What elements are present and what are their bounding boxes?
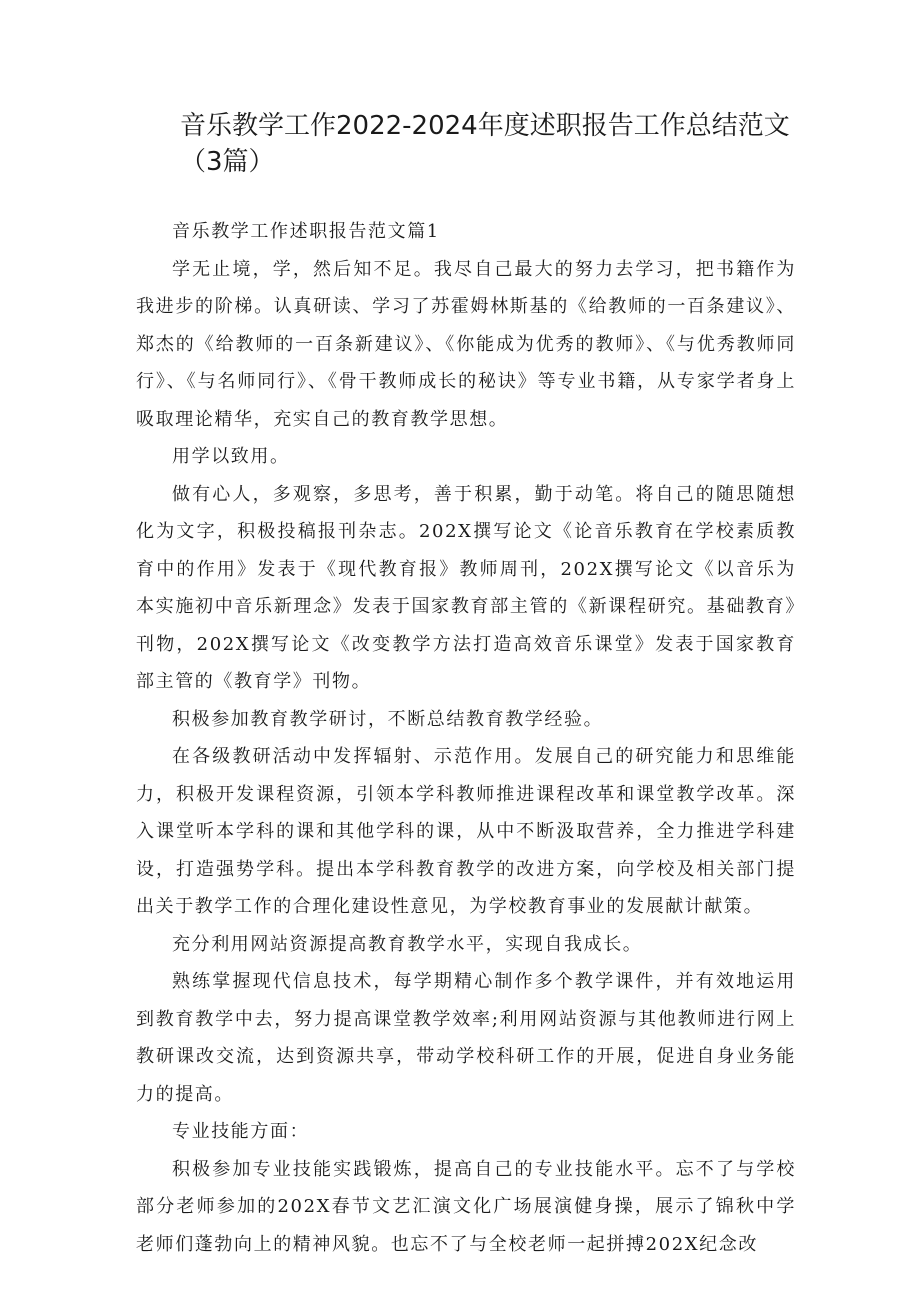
paragraph: 学无止境，学，然后知不足。我尽自己最大的努力去学习，把书籍作为我进步的阶梯。认真研读、学习了苏霍姆林斯基的《给教师的一百条建议》、郑杰的《给教师的一百条新建议》、《你能成为优秀的教师》、《与优秀教师同行》、《与名师同行》、《骨干教师成长的秘诀》等专业书籍，从专家学者身上吸取理论精华，充实自己的教育教学思想。 xyxy=(136,258,796,430)
paragraph: 专业技能方面： xyxy=(172,1121,310,1142)
paragraph: 积极参加教育教学研讨，不断总结教育教学经验。 xyxy=(172,708,604,730)
document-body xyxy=(136,213,796,1263)
paragraph: 充分利用网站资源提高教育教学水平，实现自我成长。 xyxy=(172,933,643,955)
paragraph: 在各级教研活动中发挥辐射、示范作用。发展自己的研究能力和思维能力，积极开发课程资源，引领本学科教师推进课程改革和课堂教学改革。深入课堂听本学科的课和其他学科的课，从中不断汲取营养，全力推进学科建设，打造强势学科。提出本学科教育教学的改进方案，向学校及相关部门提出关于教学工作的合理化建设性意见，为学校教育事业的发展献计献策。 xyxy=(136,746,796,917)
paragraph: 积极参加专业技能实践锻炼，提高自己的专业技能水平。忘不了与学校部分老师参加的202X春节文艺汇演文化广场展演健身操，展示了锦秋中学老师们蓬勃向上的精神风貌。也忘不了与全校老师一起拼搏202X纪念改 xyxy=(136,1158,796,1255)
paragraph: 熟练掌握现代信息技术，每学期精心制作多个教学课件，并有效地运用到教育教学中去，努力提高课堂教学效率;利用网站资源与其他教师进行网上教研课改交流，达到资源共享，带动学校科研工作的开展，促进自身业务能力的提高。 xyxy=(136,971,796,1105)
section-heading: 音乐教学工作述职报告范文篇1 xyxy=(172,221,440,242)
paragraph: 做有心人，多观察，多思考，善于积累，勤于动笔。将自己的随思随想化为文字，积极投稿报刊杂志。202X撰写论文《论音乐教育在学校素质教育中的作用》发表于《现代教育报》教师周刊，202X撰写论文《以音乐为本实施初中音乐新理念》发表于国家教育部主管的《新课程研究。基础教育》刊物，202X撰写论文《改变教学方法打造高效音乐课堂》发表于国家教育部主管的《教育学》刊物。 xyxy=(136,483,796,692)
document-title: 音乐教学工作2022-2024年度述职报告工作总结范文（3篇） xyxy=(180,111,790,177)
paragraph: 用学以致用。 xyxy=(172,446,290,467)
